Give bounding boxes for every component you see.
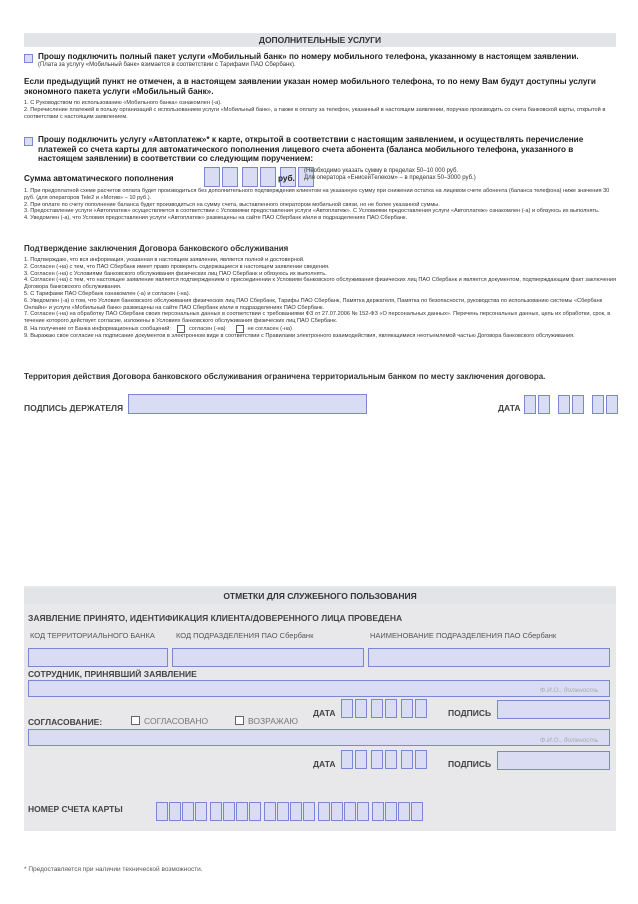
- list-item: 2. Перечисление платежей в пользу организаций с использованием услуги «Мобильный банк», а также в оплату за телефон, указанный в настоящем заявлении, поручаю производить со счета банковской карты, открытой в соответствии с настоящим заявлением.: [24, 106, 606, 120]
- card-digit-cell[interactable]: [249, 802, 261, 821]
- list-item: 6. Уведомлен (-а) о том, что Условия банковского обслуживания физических лиц ПАО Сбербанк, Тарифы ПАО Сбербанк, Памятка держателя, Памятка по безопасности, руководства по использованию системы «Сбербанк Онлайн» и услуги «Мобильный банк» размещены на сайте ПАО Сбербанк и/или в подразделениях ПАО Сбербанк.: [24, 297, 603, 311]
- card-digit-cell[interactable]: [236, 802, 248, 821]
- list-item: 5. С Тарифами ПАО Сбербанк ознакомлен (-а) и согласен (-на).: [24, 290, 191, 297]
- sum-cell[interactable]: [260, 167, 276, 187]
- list-item: 1. С Руководством по использованию «Мобильного банка» ознакомлен (-а).: [24, 100, 222, 106]
- agree-checkbox[interactable]: [177, 325, 185, 333]
- objection-checkbox[interactable]: [235, 716, 244, 725]
- footnote: * Предоставляется при наличии технической возможности.: [24, 866, 203, 873]
- card-digit-cell[interactable]: [182, 802, 194, 821]
- autopay-limits: [304, 168, 476, 183]
- date-cell[interactable]: [371, 699, 383, 718]
- date-cells: [524, 395, 618, 414]
- date-label: ДАТА: [498, 403, 521, 413]
- section-header-additional-services: ДОПОЛНИТЕЛЬНЫЕ УСЛУГИ: [24, 33, 616, 47]
- autopay-items: [24, 188, 618, 222]
- branch-name-field[interactable]: [368, 648, 610, 667]
- currency-label: руб.: [278, 174, 295, 183]
- card-digit-cell[interactable]: [223, 802, 235, 821]
- disagree-label: не согласен (-на): [247, 325, 292, 332]
- date-cell[interactable]: [572, 395, 584, 414]
- card-digit-cell[interactable]: [331, 802, 343, 821]
- approval-date-label: ДАТА: [313, 708, 336, 718]
- card-digit-cell[interactable]: [156, 802, 168, 821]
- date-cell[interactable]: [558, 395, 570, 414]
- date-cell[interactable]: [592, 395, 604, 414]
- date-cell[interactable]: [415, 699, 427, 718]
- approver-field[interactable]: [28, 729, 610, 746]
- mobile-bank-block: [38, 52, 618, 69]
- list-item: 4. Уведомлен (-а), что Условия предоставления услуги «Автоплатеж» размещены на сайте ПАО Сбербанк и/или в подразделениях ПАО Сбербанк.: [24, 215, 408, 222]
- employee-label: СОТРУДНИК, ПРИНЯВШИЙ ЗАЯВЛЕНИЕ: [28, 669, 197, 679]
- mobile-bank-checkbox[interactable]: [24, 54, 33, 63]
- approver-signature-label: ПОДПИСЬ: [448, 759, 492, 769]
- branch-code-field[interactable]: [172, 648, 364, 667]
- col-territorial-code: КОД ТЕРРИТОРИАЛЬНОГО БАНКА: [30, 631, 155, 640]
- list-item: [24, 325, 618, 333]
- date-cell[interactable]: [415, 750, 427, 769]
- date-cell[interactable]: [538, 395, 550, 414]
- card-digit-cell[interactable]: [303, 802, 315, 821]
- card-digit-cell[interactable]: [318, 802, 330, 821]
- limits-line: Для оператора «ЕнисейТелеком» – в пределах 50–3000 руб.): [304, 175, 476, 182]
- card-digit-cell[interactable]: [264, 802, 276, 821]
- fio-hint: Ф.И.О., должность: [540, 687, 599, 694]
- col-branch-name: НАИМЕНОВАНИЕ ПОДРАЗДЕЛЕНИЯ ПАО Сбербанк: [370, 631, 557, 640]
- autopay-checkbox[interactable]: [24, 137, 33, 146]
- list-item: 1. Подтверждаю, что вся информация, указанная в настоящем заявлении, является полной и достоверной.: [24, 257, 305, 263]
- approver-date-cells: [341, 750, 427, 769]
- date-cell[interactable]: [341, 699, 353, 718]
- approved-checkbox[interactable]: [131, 716, 140, 725]
- mobile-items: [24, 100, 618, 120]
- approval-label: СОГЛАСОВАНИЕ:: [28, 717, 103, 727]
- card-digit-cell[interactable]: [385, 802, 397, 821]
- list-item: 4. Согласен (-на) с тем, что настоящее заявление является подтверждением о присоединении к Условиям банковского обслуживания физических лиц ПАО Сбербанк и является документом, подтверждающим факт заключения Договора банковского обслуживания.: [24, 277, 616, 291]
- item8-label: 8. На получение от Банка информационных сообщений:: [24, 325, 171, 332]
- agree-label: согласен (-на): [188, 325, 226, 332]
- contract-items: [24, 257, 618, 340]
- holder-signature-label: ПОДПИСЬ ДЕРЖАТЕЛЯ: [24, 403, 124, 413]
- list-item: 3. Согласен (-на) с Условиями банковского обслуживания физических лиц ПАО Сбербанк и обязуюсь их выполнять.: [24, 270, 327, 277]
- list-item: 9. Выражаю свое согласие на подписание документов в электронном виде в соответствии с Правилами электронного взаимодействия, являющимися неотъемлемой частью Договора банковского обслуживания.: [24, 332, 575, 339]
- fio-hint-2: Ф.И.О., должность: [540, 737, 599, 744]
- list-item: 3. Предоставление услуги «Автоплатеж» осуществляется в соответствии с Условиями предоставления услуги «Автоплатеж». С Условиями предоставления услуги «Автоплатеж» ознакомлен (-а) и обязуюсь их выполнять.: [24, 208, 600, 215]
- autopay-sum-label: Сумма автоматического пополнения: [24, 174, 174, 183]
- col-branch-code: КОД ПОДРАЗДЕЛЕНИЯ ПАО Сбербанк: [176, 631, 314, 640]
- sum-cell[interactable]: [204, 167, 220, 187]
- card-digit-cell[interactable]: [195, 802, 207, 821]
- approval-date-cells: [341, 699, 427, 718]
- date-cell[interactable]: [385, 699, 397, 718]
- date-cell[interactable]: [371, 750, 383, 769]
- territorial-code-field[interactable]: [28, 648, 168, 667]
- approved-label: СОГЛАСОВАНО: [144, 716, 209, 726]
- card-digit-cell[interactable]: [411, 802, 423, 821]
- date-cell[interactable]: [401, 750, 413, 769]
- holder-signature-field[interactable]: [128, 394, 367, 414]
- sum-cell[interactable]: [242, 167, 258, 187]
- autopay-title: Прошу подключить услугу «Автоплатеж»* к карте, открытой в соответствии с настоящим заявлением, и осуществлять перечисление платежей со счета карты для автоматического пополнения лицевого счета абонента (баланса мобильного телефона, указанного в настоящем заявлении) в соответствии со следующим поручением:: [38, 135, 584, 164]
- date-cell[interactable]: [606, 395, 618, 414]
- disagree-checkbox[interactable]: [236, 325, 244, 333]
- card-digit-cell[interactable]: [210, 802, 222, 821]
- economy-notice: Если предыдущий пункт не отмечен, а в настоящем заявлении указан номер мобильного телефона, то по нему Вам будут доступны услуги экономного пакета услуги «Мобильный банк».: [24, 77, 596, 96]
- date-cell[interactable]: [401, 699, 413, 718]
- list-item: 1. При предоплатной схеме расчетов оплата будет производиться без дополнительного подтверждения клиентом на указанную сумму при снижении остатка на лицевом счете абонента (баланса телефона) ниже значения 30 руб. (для операторов Tele2 и «Мотив» – 10 руб.).: [24, 188, 610, 201]
- approval-signature-field[interactable]: [497, 700, 610, 719]
- card-number-label: НОМЕР СЧЕТА КАРТЫ: [28, 804, 123, 814]
- date-cell[interactable]: [341, 750, 353, 769]
- objection-label: ВОЗРАЖАЮ: [248, 716, 299, 726]
- sum-cell[interactable]: [222, 167, 238, 187]
- card-digit-cell[interactable]: [398, 802, 410, 821]
- contract-title: Подтверждение заключения Договора банковского обслуживания: [24, 244, 289, 253]
- accepted-label: ЗАЯВЛЕНИЕ ПРИНЯТО, ИДЕНТИФИКАЦИЯ КЛИЕНТА/ДОВЕРЕННОГО ЛИЦА ПРОВЕДЕНА: [28, 613, 403, 623]
- list-item: 7. Согласен (-на) на обработку ПАО Сбербанк своих персональных данных в соответствии с требованиями ФЗ от 27.07.2006 № 152-ФЗ «О персональных данных». Перечень персональных данных, цель их обработки, срок, в течение которого действует согласие, изложены в Условиях банковского обслуживания физических лиц ПАО Сбербанк.: [24, 311, 611, 325]
- mobile-bank-note: (Плата за услугу «Мобильный банк» взимается в соответствии с Тарифами ПАО Сбербанк).: [38, 61, 296, 68]
- card-digit-cell[interactable]: [277, 802, 289, 821]
- card-digit-cell[interactable]: [344, 802, 356, 821]
- territory-notice: Территория действия Договора банковского обслуживания ограничена территориальным банком по месту заключения договора.: [24, 372, 546, 381]
- card-number-cells: [156, 802, 426, 821]
- date-cell[interactable]: [385, 750, 397, 769]
- date-cell[interactable]: [524, 395, 536, 414]
- section-header-service: ОТМЕТКИ ДЛЯ СЛУЖЕБНОГО ПОЛЬЗОВАНИЯ: [24, 588, 616, 604]
- list-item: 2. При оплате по счету пополнение баланса будет производиться на сумму счета, выставленного оператором мобильной связи, но не более указанной суммы.: [24, 201, 440, 208]
- limits-line: (Необходимо указать сумму в пределах 50–10 000 руб.: [304, 168, 459, 174]
- date-cell[interactable]: [355, 750, 367, 769]
- approver-signature-field[interactable]: [497, 751, 610, 770]
- card-digit-cell[interactable]: [290, 802, 302, 821]
- card-digit-cell[interactable]: [372, 802, 384, 821]
- approver-date-label: ДАТА: [313, 759, 336, 769]
- list-item: 2. Согласен (-на) с тем, что ПАО Сбербанк имеет право проверить содержащиеся в настоящем заявлении сведения.: [24, 263, 330, 270]
- employee-field[interactable]: [28, 680, 610, 697]
- approval-signature-label: ПОДПИСЬ: [448, 708, 492, 718]
- mobile-bank-title: Прошу подключить полный пакет услуги «Мобильный банк» по номеру мобильного телефона, указанному в настоящем заявлении.: [38, 52, 579, 61]
- autopay-sum-cells: [204, 167, 314, 187]
- date-cell[interactable]: [355, 699, 367, 718]
- card-digit-cell[interactable]: [169, 802, 181, 821]
- card-digit-cell[interactable]: [357, 802, 369, 821]
